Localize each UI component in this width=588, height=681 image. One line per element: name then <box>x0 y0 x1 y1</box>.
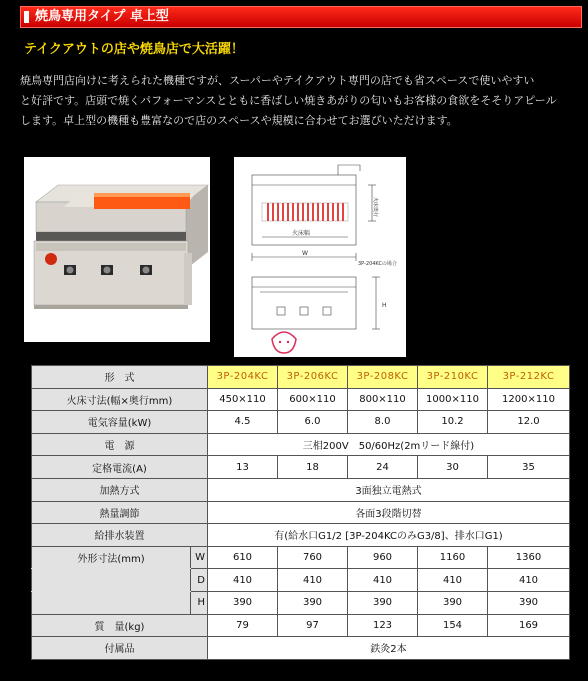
dimension-label: H <box>191 591 208 614</box>
table-cell: 三相200V 50/60Hz(2mリード線付) <box>208 433 570 456</box>
description-line: します。卓上型の機種も豊富なので店のスペースや規模に合わせてお選びいただけます。 <box>20 114 458 127</box>
table-cell: 410 <box>208 569 278 592</box>
table-row <box>32 569 570 592</box>
table-cell: 35 <box>488 456 570 479</box>
table-row <box>32 524 570 547</box>
drawing-label-fire-width: 火床幅 <box>292 230 311 237</box>
table-cell: 610 <box>208 546 278 569</box>
section-title: 焼鳥専用タイプ 卓上型 <box>35 9 169 24</box>
row-label: 定格電流(A) <box>32 456 208 479</box>
table-cell: 390 <box>418 591 488 614</box>
table-cell: 1000×110 <box>418 388 488 411</box>
model-cell: 3P-210KC <box>418 366 488 389</box>
table-cell: 3面独立電熱式 <box>208 478 570 501</box>
table-cell: 390 <box>278 591 348 614</box>
table-cell: 4.5 <box>208 411 278 434</box>
table-cell: 154 <box>418 614 488 637</box>
table-cell: 390 <box>348 591 418 614</box>
description-line: と好評です。店頭で焼くパフォーマンスとともに香ばしい焼きあがりの匂いもお客様の食欲をそそりアピール <box>20 94 557 107</box>
row-label: 電気容量(kW) <box>32 411 208 434</box>
model-cell: 3P-206KC <box>278 366 348 389</box>
model-cell: 3P-204KC <box>208 366 278 389</box>
table-cell: 30 <box>418 456 488 479</box>
table-cell: 390 <box>488 591 570 614</box>
description-line: 焼鳥専門店向けに考えられた機種ですが、スーパーやテイクアウト専門の店でも省スペースで使いやすい <box>20 74 535 87</box>
table-cell: 450×110 <box>208 388 278 411</box>
table-cell: 600×110 <box>278 388 348 411</box>
table-cell: 13 <box>208 456 278 479</box>
table-cell: 10.2 <box>418 411 488 434</box>
table-cell: 410 <box>348 569 418 592</box>
table-cell: 1200×110 <box>488 388 570 411</box>
table-row <box>32 366 570 389</box>
table-row <box>32 456 570 479</box>
drawing-label-fire-depth: 火床奥行 <box>372 197 378 218</box>
product-description <box>20 71 580 131</box>
table-cell: 12.0 <box>488 411 570 434</box>
product-photo <box>24 157 210 342</box>
table-cell: 各面3段階切替 <box>208 501 570 524</box>
row-label: 質 量(kg) <box>32 614 208 637</box>
row-label: 付属品 <box>32 637 208 660</box>
table-row <box>32 411 570 434</box>
table-row <box>32 591 570 614</box>
table-cell: 169 <box>488 614 570 637</box>
table-cell: 6.0 <box>278 411 348 434</box>
row-label: 熱量調節 <box>32 501 208 524</box>
table-row <box>32 501 570 524</box>
table-cell: 8.0 <box>348 411 418 434</box>
model-cell: 3P-212KC <box>488 366 570 389</box>
row-label: 火床寸法(幅×奥行mm) <box>32 388 208 411</box>
section-header-bar <box>20 6 582 28</box>
dimension-label: W <box>191 546 208 569</box>
spec-table <box>31 365 570 660</box>
table-cell: 960 <box>348 546 418 569</box>
catchphrase: テイクアウトの店や焼鳥店で大活躍！ <box>24 42 244 57</box>
table-row <box>32 433 570 456</box>
table-cell: 390 <box>208 591 278 614</box>
drawing-label-h: H <box>382 302 387 309</box>
table-cell: 鉄灸2本 <box>208 637 570 660</box>
model-cell: 3P-208KC <box>348 366 418 389</box>
table-cell: 410 <box>278 569 348 592</box>
table-cell: 18 <box>278 456 348 479</box>
dimension-label: D <box>191 569 208 592</box>
row-label: 形 式 <box>32 366 208 389</box>
row-label: 給排水装置 <box>32 524 208 547</box>
mascot-icon <box>272 332 296 353</box>
row-label-spacer <box>32 569 191 592</box>
row-label: 電 源 <box>32 433 208 456</box>
drawing-label-note: 3P-204KCの場合 <box>358 261 397 267</box>
row-label: 加熱方式 <box>32 478 208 501</box>
table-row <box>32 388 570 411</box>
row-label: 外形寸法(mm) <box>32 546 191 569</box>
table-cell: 123 <box>348 614 418 637</box>
header-marker <box>24 11 29 23</box>
table-row <box>32 478 570 501</box>
table-cell: 410 <box>418 569 488 592</box>
table-cell: 760 <box>278 546 348 569</box>
table-row <box>32 637 570 660</box>
table-cell: 1160 <box>418 546 488 569</box>
table-cell: 800×110 <box>348 388 418 411</box>
table-cell: 有(給水口G1/2 [3P-204KCのみG3/8]、排水口G1) <box>208 524 570 547</box>
drawing-label-w: W <box>302 250 308 257</box>
table-cell: 24 <box>348 456 418 479</box>
row-label-spacer <box>32 591 191 614</box>
table-row <box>32 614 570 637</box>
table-cell: 79 <box>208 614 278 637</box>
dimension-drawing <box>234 157 406 357</box>
table-cell: 1360 <box>488 546 570 569</box>
table-cell: 97 <box>278 614 348 637</box>
table-cell: 410 <box>488 569 570 592</box>
table-row <box>32 546 570 569</box>
